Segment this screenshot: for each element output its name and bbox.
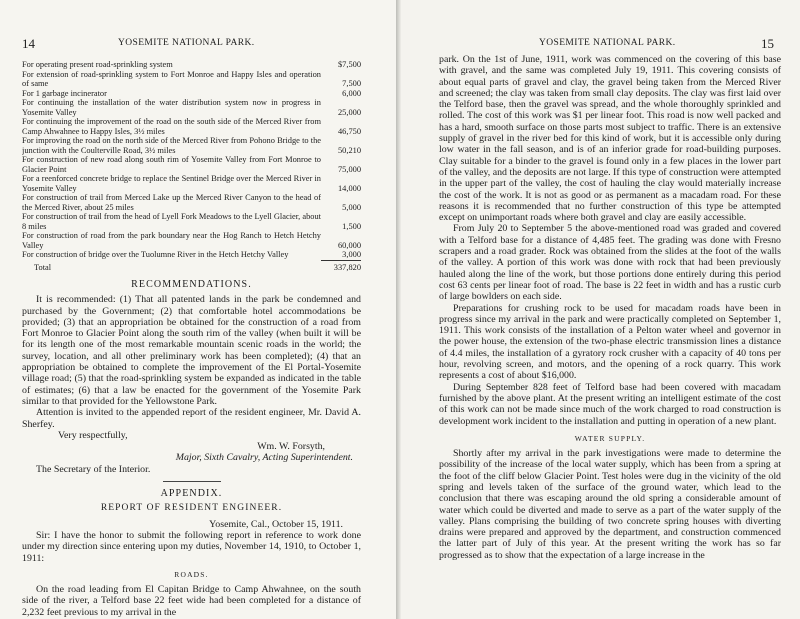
paragraph-grading: From July 20 to September 5 the above-mentioned road was graded and covered with a Telford base for a distance of 4,485 feet. The grading was done with Fresno scrapers and a road grader. Rock was obtained from the slides at the foot of the walls of the valley. A portion of this work was done with rock that had been previously hauled along the line of the work, but those portions done entirely during this period cost 63 cents per linear foot of road. The base is 22 feet in width and has a rustic curb of large bowlders on each side. [439,223,781,303]
appropriation-amount: 1,500 [342,221,361,231]
left-page [0,0,396,619]
appropriation-row [22,117,361,136]
appropriation-row [22,98,361,117]
appropriation-amount: 75,000 [337,164,361,174]
addressee: The Secretary of the Interior. [36,463,151,475]
appropriation-item: For construction of road from the park boundary near the Hog Ranch to Hetch Hetchy Valley [22,231,321,250]
appropriation-row [22,136,361,155]
signature-title: Major, Sixth Cavalry, Acting Superintendent. [175,452,353,464]
appropriation-row [22,250,361,260]
appropriation-row [22,174,361,193]
roads-heading: ROADS. [174,569,209,579]
right-column [439,54,781,561]
appendix-heading: APPENDIX. [160,488,223,500]
appropriation-amount: 60,000 [337,240,361,250]
appropriation-amount: 7,500 [342,79,361,88]
appropriation-amount: 50,210 [337,145,361,155]
total-row [22,263,361,273]
paragraph-crushing: Preparations for crushing rock to be used for macadam roads have been in progress since my arrival in the park and were practically completed on September 1, 1911. This work consists of the installation of a Pelton water wheel and governor in the power house, the extension of the two-phase electric transmission lines a distance of 4.4 miles, the installation of a gyratory rock crusher with a capacity of 40 tons per hour, revolving screen, and motors, and the opening of a rock quarry. This work represents a cost of about $16,000. [439,302,781,382]
running-header: YOSEMITE NATIONAL PARK. [539,38,676,48]
appropriation-amount: 3,000 [342,250,361,259]
appropriation-item: For 1 garbage incinerator [22,88,107,98]
appropriation-row [22,231,361,250]
appropriation-row [22,193,361,212]
appropriation-item: For improving the road on the north side of the Merced River from Pohono Bridge to the junction with the Coulterville Road, 3½ miles [22,136,321,155]
recommendations-paragraph: It is recommended: (1) That all patented lands in the park be condemned and purchased by the Government; (2) that comfortable hotel accommodations be provided; (3) that an appropriation be obtained for the construction of a road from Fort Monroe to Glacier Point along the south rim of the valley (when built it will be for its length one of the most remarkable mountain scenic roads in the world; the survey, location, and all other preliminary work has been completed); (4) that an appropriation be obtained to complete the improvement of the El Portal-Yosemite village road; (5) that the road-sprinkling system be expanded as indicated in the table of estimates; (6) that a law be enacted for the government of the Yosemite Park similar to that provided for the Yellowstone Park. [22,294,361,407]
closing: Very respectfully, [58,429,128,441]
roads-paragraph: On the road leading from El Capitan Bridge to Camp Ahwahnee, on the south side of the river, a Telford base 22 feet wide had been completed for a distance of 2,232 feet previous to my arrival in the [22,584,361,618]
total-amount: 337,820 [333,262,361,272]
appropriation-row [22,212,361,231]
paragraph-macadam: During September 828 feet of Telford base had been covered with macadam furnished by the above plant. At the present writing an intelligent estimate of the cost of this work can not be made since much of the work charged to road construction is development work incident to the installation and putting in operation of a new plant. [439,381,781,427]
running-header: YOSEMITE NATIONAL PARK. [118,38,255,48]
appropriation-item: For continuing the improvement of the road on the south side of the Merced River from Camp Ahwahnee to Happy Isles, 3½ miles [22,117,321,136]
signature-name: Wm. W. Forsyth, [257,441,325,453]
appropriation-item: For construction of trail from the head of Lyell Fork Meadows to the Lyell Glacier, about 8 miles [22,212,321,231]
appropriation-amount: 25,000 [337,107,361,117]
appropriation-item: For operating present road-sprinkling system [22,60,173,69]
left-column [22,60,361,618]
appropriation-row [22,60,361,70]
appropriation-item: For construction of trail from Merced Lake up the Merced River Canyon to the head of the Merced River, about 25 miles [22,193,321,212]
page-number: 15 [761,36,774,51]
appropriation-row [22,70,361,89]
appropriation-row [22,155,361,174]
recommendations-heading: RECOMMENDATIONS. [131,279,252,290]
total-rule [321,260,361,261]
appropriation-item: For construction of new road along south rim of Yosemite Valley from Fort Monroe to Glacier Point [22,155,321,174]
water-supply-heading: WATER SUPPLY. [574,433,646,443]
appropriations-table [22,60,361,260]
right-page [401,0,800,619]
attention-paragraph: Attention is invited to the appended report of the resident engineer, Mr. David A. Sherfey. [22,407,361,430]
appropriation-item: For continuing the installation of the water distribution system now in progress in Yosemite Valley [22,98,321,117]
paragraph-water: Shortly after my arrival in the park investigations were made to determine the possibility of the increase of the local water supply, which has been from a spring at the foot of the cliff below Glacier Point. Test holes were dug in the vicinity of the old spring and levels taken of the surface of the ground water, which lead to the conclusion that there was escaping around the old spring a considerable amount of water which could be diverted and made to serve as a part of the water supply of the valley. Plans comprising the building of two concrete spring houses with diverting drains were prepared and approved by the department, and construction commenced the latter part of July of this year. At the present writing the work has so far progressed as to show that the expectation of a large increase in the [439,448,781,561]
appropriation-item: For construction of bridge over the Tuolumne River in the Hetch Hetchy Valley [22,250,289,259]
appropriation-amount: 14,000 [337,183,361,193]
appropriation-amount: $7,500 [337,60,361,69]
appropriation-item: For a reenforced concrete bridge to replace the Sentinel Bridge over the Merced River in Yosemite Valley [22,174,321,193]
appropriation-item: For extension of road-sprinkling system to Fort Monroe and Happy Isles and operation of same [22,69,321,88]
appropriation-amount: 5,000 [342,202,361,212]
page-number: 14 [22,36,35,51]
appropriation-row [22,89,361,99]
appropriation-amount: 46,750 [337,126,361,136]
report-heading: REPORT OF RESIDENT ENGINEER. [100,503,283,514]
salutation-paragraph: Sir: I have the honor to submit the following report in reference to work done under my direction since entering upon my duties, November 14, 1910, to October 1, 1911: [22,529,361,564]
dateline: Yosemite, Cal., October 15, 1911. [209,518,343,530]
total-label: Total [34,262,52,272]
divider [163,481,221,482]
paragraph-gravel: park. On the 1st of June, 1911, work was commenced on the covering of this base with gravel, and the same was completed July 19, 1911. This covering consists of about equal parts of gravel and clay, the gravel being taken from the Merced River and screened; the clay was taken from small clay deposits. The clay was first laid over the Telford base, then the gravel was spread, and the whole thoroughly sprinkled and rolled. The cost of this work was $1 per linear foot. This road is now well packed and has a hard, smooth surface on those parts most subject to traffic. There is an extensive supply of gravel in the river bed for this kind of work, but it is accessible only during low water in the fall season, and is of an inferior grade for road-building purposes. Clay suitable for a binder to the gravel is found only in a few places in the lower part of the valley, and the deposits are not large. If this type of construction were attempted in the upper part of the valley, the cost of hauling the clay would materially increase the cost of the work. It is not as good or as permanent as a macadam road. For these reasons it is recommended that no further construction of this type be attempted except on unimportant roads where both gravel and clay are easily accessible. [439,54,781,224]
appropriation-amount: 6,000 [342,88,361,98]
